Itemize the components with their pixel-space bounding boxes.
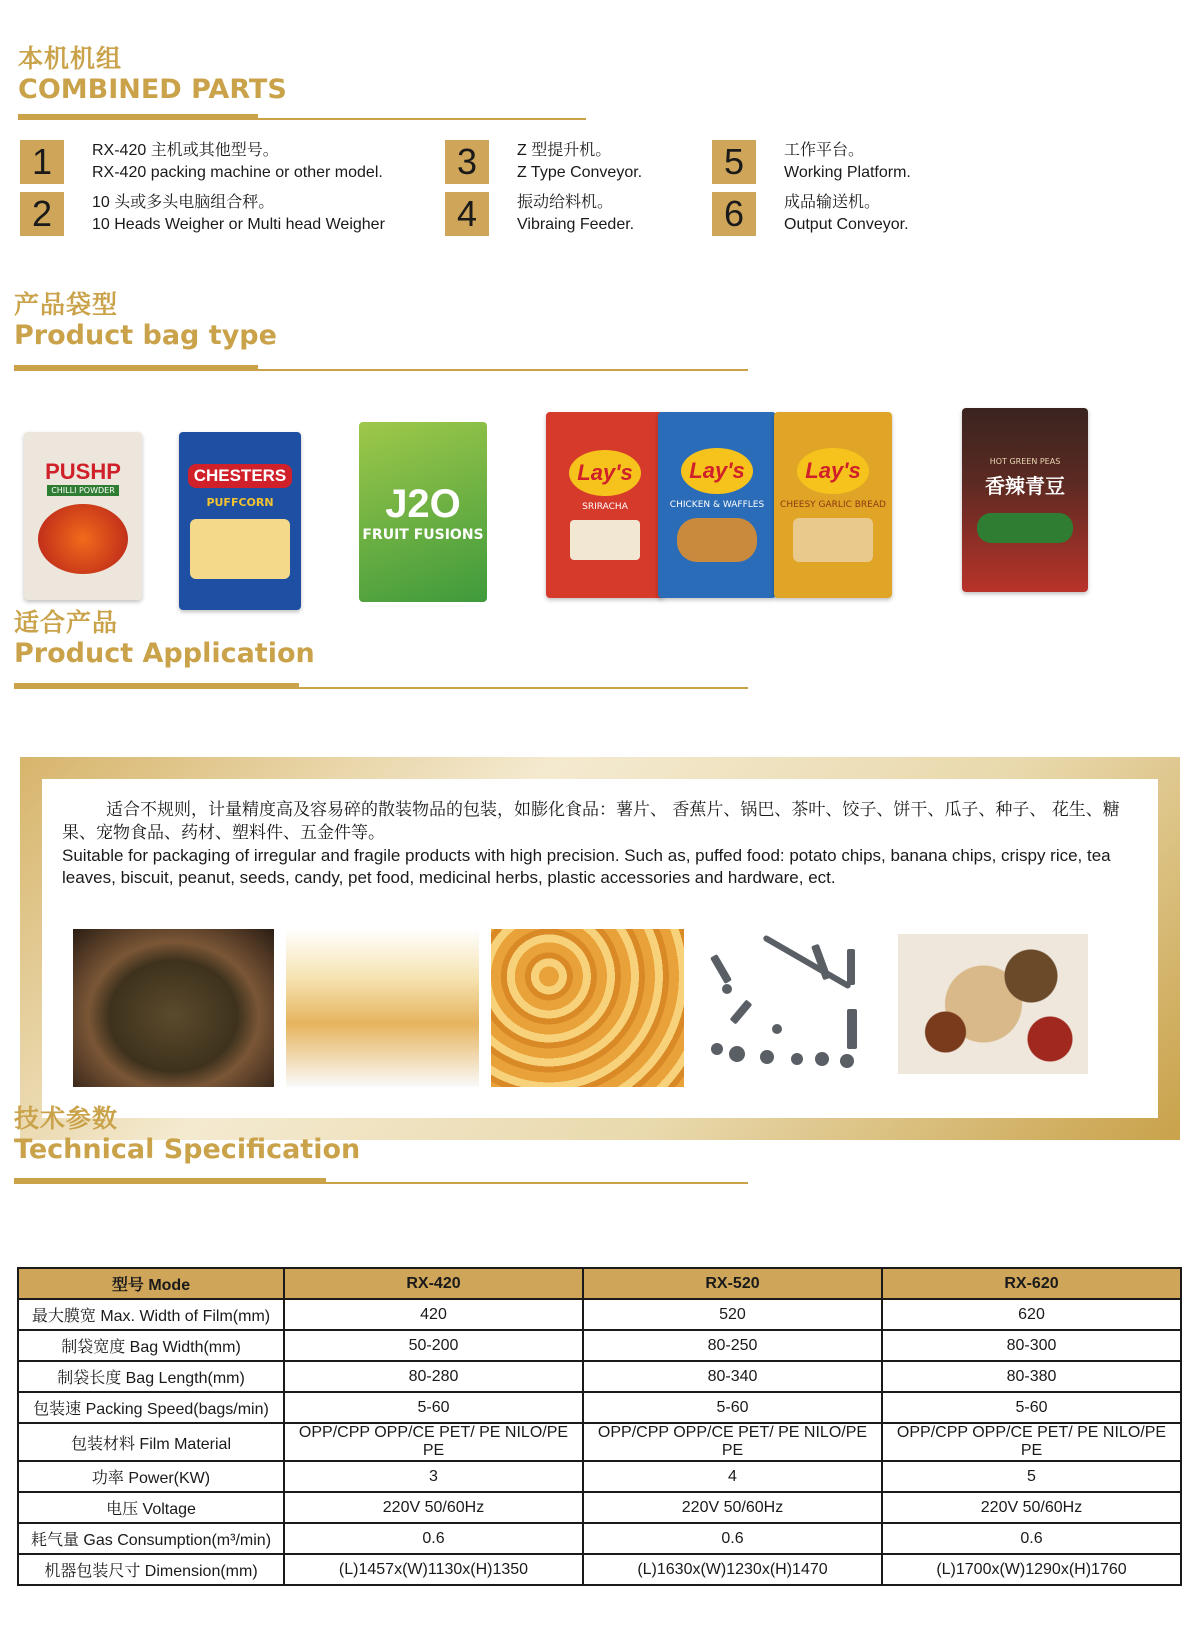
application-panel bbox=[20, 757, 1180, 1140]
bag-image bbox=[962, 408, 1088, 592]
spec-label: 电压 Voltage bbox=[18, 1492, 284, 1523]
application-header bbox=[14, 608, 315, 670]
part-item bbox=[20, 140, 383, 184]
part-en: Output Conveyor. bbox=[784, 216, 909, 233]
combined-parts-header bbox=[18, 44, 287, 106]
application-text-cn: 适合不规则，计量精度高及容易碎的散装物品的包装，如膨化食品：薯片、 香蕉片、锅巴、茶叶、饺子、饼干、瓜子、种子、 花生、糖果、宠物食品、药材、塑料件、五金件等。 bbox=[62, 800, 1120, 843]
part-number: 5 bbox=[712, 140, 756, 184]
part-item bbox=[20, 192, 385, 236]
part-cn: Z 型提升机。 bbox=[517, 142, 612, 159]
food-visual bbox=[190, 519, 290, 579]
bag-image bbox=[179, 432, 301, 610]
bag-brand: CHESTERS bbox=[188, 464, 293, 488]
spec-label: 机器包装尺寸 Dimension(mm) bbox=[18, 1554, 284, 1585]
spec-cell: 80-380 bbox=[882, 1361, 1181, 1392]
bag-sub: CHILLI POWDER bbox=[47, 485, 119, 496]
bag-sub: CHICKEN & WAFFLES bbox=[669, 500, 765, 510]
part-en: Working Platform. bbox=[784, 164, 911, 181]
spec-cell: 80-340 bbox=[583, 1361, 882, 1392]
part-number: 1 bbox=[20, 140, 64, 184]
part-number: 2 bbox=[20, 192, 64, 236]
spec-cell: 80-300 bbox=[882, 1330, 1181, 1361]
spec-cell: OPP/CPP OPP/CE PET/ PE NILO/PE PE bbox=[284, 1423, 583, 1461]
spec-cell: (L)1700x(W)1290x(H)1760 bbox=[882, 1554, 1181, 1585]
divider bbox=[14, 1182, 748, 1184]
spec-label: 制袋长度 Bag Length(mm) bbox=[18, 1361, 284, 1392]
spec-row bbox=[18, 1554, 1181, 1585]
bag-image bbox=[359, 422, 487, 602]
bag-sub: FRUIT FUSIONS bbox=[362, 526, 484, 543]
puffed-rings-photo bbox=[491, 929, 684, 1087]
application-text-en: Suitable for packaging of irregular and fragile products with high precision. Such as, puffed food: potato chips, banana chips, crispy rice, tea leaves, biscuit, peanut, seeds, candy, pet food, medicinal herbs, plastic accessories and hardware, ect. bbox=[62, 846, 1111, 887]
divider bbox=[14, 369, 748, 371]
part-number: 4 bbox=[445, 192, 489, 236]
part-item bbox=[445, 192, 634, 236]
bag-type-title-en: Product bag type bbox=[14, 320, 277, 351]
application-description bbox=[62, 799, 1138, 889]
bag-gallery bbox=[14, 412, 1174, 622]
application-content bbox=[42, 779, 1158, 1118]
bag-brand: Lay's bbox=[797, 448, 868, 494]
divider bbox=[18, 118, 586, 120]
spec-label: 制袋宽度 Bag Width(mm) bbox=[18, 1330, 284, 1361]
part-cn: 10 头或多头电脑组合秤。 bbox=[92, 194, 275, 211]
spec-header-cell: 型号 Mode bbox=[18, 1268, 284, 1299]
application-title-cn: 适合产品 bbox=[14, 608, 119, 637]
spec-title-en: Technical Specification bbox=[14, 1134, 361, 1165]
hardware-bolts-photo bbox=[697, 929, 885, 1087]
bag-type-title-cn: 产品袋型 bbox=[14, 290, 119, 319]
spec-row bbox=[18, 1461, 1181, 1492]
bag-brand: 香辣青豆 bbox=[985, 476, 1065, 498]
spec-row bbox=[18, 1330, 1181, 1361]
spec-label: 最大膜宽 Max. Width of Film(mm) bbox=[18, 1299, 284, 1330]
part-cn: 振动给料机。 bbox=[517, 194, 614, 211]
spec-cell: 80-250 bbox=[583, 1330, 882, 1361]
bag-sub: HOT GREEN PEAS bbox=[989, 457, 1061, 466]
spec-table bbox=[17, 1267, 1182, 1586]
application-title-en: Product Application bbox=[14, 638, 315, 669]
food-visual bbox=[570, 520, 640, 560]
spec-cell: 220V 50/60Hz bbox=[583, 1492, 882, 1523]
bag-type-header bbox=[14, 290, 277, 352]
spec-cell: 5-60 bbox=[583, 1392, 882, 1423]
bag-sub: CHEESY GARLIC BREAD bbox=[780, 500, 886, 510]
part-item bbox=[445, 140, 642, 184]
spec-cell: 3 bbox=[284, 1461, 583, 1492]
spec-cell: OPP/CPP OPP/CE PET/ PE NILO/PE PE bbox=[882, 1423, 1181, 1461]
spec-row bbox=[18, 1523, 1181, 1554]
spec-header-cell: RX-520 bbox=[583, 1268, 882, 1299]
part-en: RX-420 packing machine or other model. bbox=[92, 164, 383, 181]
spec-cell: 0.6 bbox=[583, 1523, 882, 1554]
tea-leaves-photo bbox=[73, 929, 274, 1087]
combined-parts-title-en: COMBINED PARTS bbox=[18, 74, 287, 105]
spec-cell: 420 bbox=[284, 1299, 583, 1330]
bag-brand: Lay's bbox=[681, 448, 752, 494]
spec-cell: 4 bbox=[583, 1461, 882, 1492]
potato-chips-photo bbox=[286, 929, 479, 1087]
food-visual bbox=[793, 518, 873, 562]
spec-header bbox=[14, 1104, 360, 1166]
spec-label: 包装速 Packing Speed(bags/min) bbox=[18, 1392, 284, 1423]
spec-cell: (L)1630x(W)1230x(H)1470 bbox=[583, 1554, 882, 1585]
spec-header-row bbox=[18, 1268, 1181, 1299]
part-item bbox=[712, 192, 909, 236]
spec-label: 包装材料 Film Material bbox=[18, 1423, 284, 1461]
part-en: 10 Heads Weigher or Multi head Weigher bbox=[92, 216, 385, 233]
bag-brand: J2O bbox=[385, 481, 461, 526]
spec-label: 功率 Power(KW) bbox=[18, 1461, 284, 1492]
divider bbox=[14, 687, 748, 689]
part-en: Vibraing Feeder. bbox=[517, 216, 635, 233]
spec-row bbox=[18, 1423, 1181, 1461]
spec-cell: 5-60 bbox=[284, 1392, 583, 1423]
bag-sub: PUFFCORN bbox=[206, 495, 274, 509]
spec-header-cell: RX-620 bbox=[882, 1268, 1181, 1299]
spec-cell: (L)1457x(W)1130x(H)1350 bbox=[284, 1554, 583, 1585]
part-number: 3 bbox=[445, 140, 489, 184]
food-visual bbox=[977, 513, 1073, 543]
part-cn: RX-420 主机或其他型号。 bbox=[92, 142, 279, 159]
part-number: 6 bbox=[712, 192, 756, 236]
spec-title-cn: 技术参数 bbox=[14, 1104, 119, 1133]
spec-cell: 220V 50/60Hz bbox=[882, 1492, 1181, 1523]
spec-cell: 0.6 bbox=[284, 1523, 583, 1554]
spec-cell: 220V 50/60Hz bbox=[284, 1492, 583, 1523]
part-en: Z Type Conveyor. bbox=[517, 164, 643, 181]
spec-row bbox=[18, 1392, 1181, 1423]
spices-herbs-photo bbox=[898, 934, 1088, 1074]
bag-sub: SRIRACHA bbox=[582, 502, 628, 512]
bag-image bbox=[774, 412, 892, 598]
spec-cell: 80-280 bbox=[284, 1361, 583, 1392]
part-item bbox=[712, 140, 911, 184]
spec-row bbox=[18, 1492, 1181, 1523]
part-cn: 成品输送机。 bbox=[784, 194, 881, 211]
bag-image bbox=[658, 412, 776, 598]
spec-cell: 50-200 bbox=[284, 1330, 583, 1361]
spec-row bbox=[18, 1299, 1181, 1330]
part-cn: 工作平台。 bbox=[784, 142, 865, 159]
spec-cell: 0.6 bbox=[882, 1523, 1181, 1554]
bag-brand: PUSHP bbox=[45, 458, 121, 484]
spec-cell: 5 bbox=[882, 1461, 1181, 1492]
spec-cell: 620 bbox=[882, 1299, 1181, 1330]
combined-parts-title-cn: 本机机组 bbox=[18, 44, 123, 73]
food-visual bbox=[38, 504, 128, 574]
bolts-icon bbox=[697, 929, 885, 1087]
spec-row bbox=[18, 1361, 1181, 1392]
spec-label: 耗气量 Gas Consumption(m³/min) bbox=[18, 1523, 284, 1554]
bag-image bbox=[546, 412, 664, 598]
spec-header-cell: RX-420 bbox=[284, 1268, 583, 1299]
bag-image bbox=[24, 432, 142, 600]
bag-brand: Lay's bbox=[569, 450, 640, 496]
spec-cell: 5-60 bbox=[882, 1392, 1181, 1423]
food-visual bbox=[677, 518, 757, 562]
spec-cell: 520 bbox=[583, 1299, 882, 1330]
spec-cell: OPP/CPP OPP/CE PET/ PE NILO/PE PE bbox=[583, 1423, 882, 1461]
